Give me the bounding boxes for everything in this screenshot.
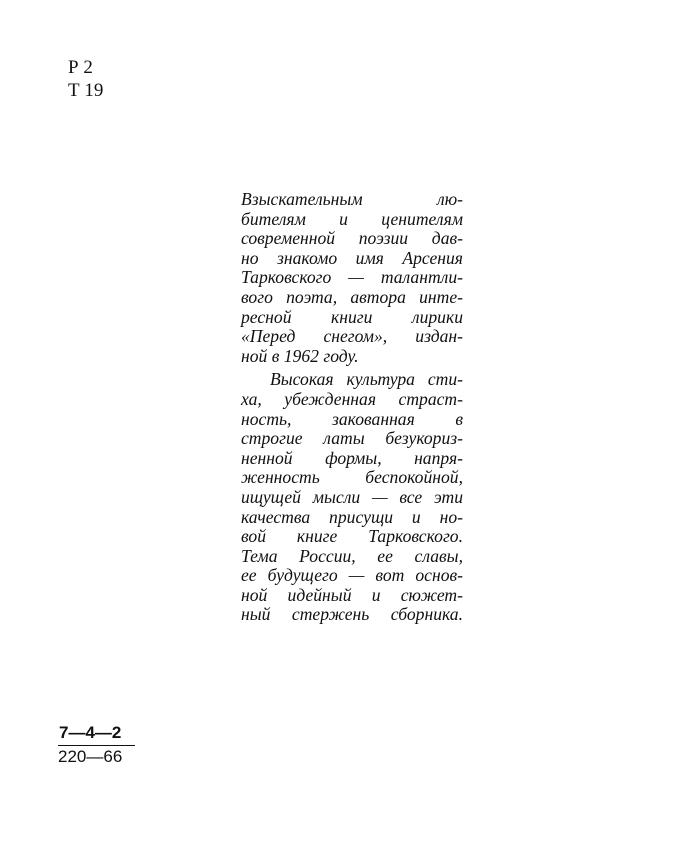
annotation-line: ный стержень сборника. bbox=[241, 604, 463, 625]
annotation-paragraph-1 bbox=[241, 190, 463, 366]
annotation-line: Тарковского — талантли- bbox=[241, 267, 463, 288]
annotation-line: ищущей мысли — все эти bbox=[241, 486, 463, 507]
annotation-line: ее будущего — вот основ- bbox=[241, 565, 463, 586]
annotation-paragraph-2 bbox=[241, 370, 463, 625]
publication-code bbox=[58, 723, 135, 767]
annotation-line: ненной формы, напря- bbox=[241, 447, 463, 468]
classification-index bbox=[68, 56, 103, 102]
annotation-line: вой книге Тарковского. bbox=[241, 526, 463, 547]
publication-code-numerator: 7—4—2 bbox=[58, 723, 135, 746]
annotation-line: современной поэзии дав- bbox=[241, 228, 463, 249]
annotation-line: строгие латы безукориз- bbox=[241, 428, 463, 449]
annotation-line: вого поэта, автора инте- bbox=[241, 286, 463, 307]
annotation-line: ресной книги лирики bbox=[241, 306, 463, 327]
annotation-line: ха, убежденная страст- bbox=[241, 388, 463, 409]
annotation-line: Высокая культура сти- bbox=[270, 369, 463, 390]
publication-code-denominator: 220—66 bbox=[58, 747, 123, 766]
classification-line-1: Р 2 bbox=[68, 57, 93, 78]
annotation-line: качества присущи и но- bbox=[241, 506, 463, 527]
annotation-line: ной в 1962 году. bbox=[241, 345, 359, 366]
annotation-line: ность, закованная в bbox=[241, 408, 463, 429]
book-annotation bbox=[241, 190, 463, 625]
annotation-line: Тема России, ее славы, bbox=[241, 545, 463, 566]
classification-line-2: Т 19 bbox=[68, 80, 104, 101]
annotation-line: бителям и ценителям bbox=[241, 208, 463, 229]
annotation-line: Взыскательным лю- bbox=[241, 189, 463, 209]
annotation-line: женность беспокойной, bbox=[241, 467, 463, 488]
annotation-line: ной идейный и сюжет- bbox=[241, 584, 463, 605]
annotation-line: «Перед снегом», издан- bbox=[241, 326, 463, 347]
annotation-line: но знакомо имя Арсения bbox=[241, 247, 463, 268]
